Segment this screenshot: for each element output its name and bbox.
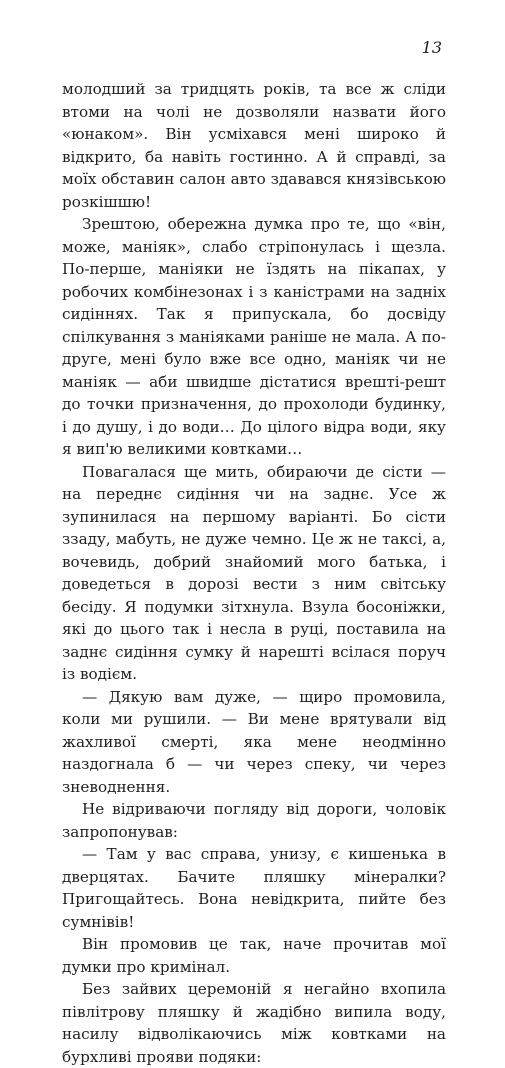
paragraph: Без зайвих церемоній я негайно вхопила півлітрову пляшку й жадібно випила воду, насилу відволікаючись між ковтками на бурхливі прояви подяки:: [62, 980, 446, 1066]
page-number: 13: [421, 38, 442, 57]
paragraph: молодший за тридцять років, та все ж сліди втоми на чолі не дозволяли назвати його «юнаком». Він усміхався мені широко й відкрито, ба навіть гостинно. А й справді, за моїх обставин салон авто здавався князівською розкішшю!: [62, 80, 446, 211]
paragraph: — Дякую вам дуже, — щиро промовила, коли ми рушили. — Ви мене врятували від жахливої смерті, яка мене неодмінно наздогнала б — чи через спеку, чи через зневоднення.: [62, 687, 446, 796]
paragraph: Зрештою, обережна думка про те, що «він, може, маніяк», слабо стріпонулась і щезла. По-перше, маніяки не їздять на пікапах, у робочих комбінезонах і з каністрами на задніх сидіннях. Так я припускала, бо досвіду спілкування з маніяками раніше не мала. А по-друге, мені було вже все одно, маніяк чи не маніяк — аби швидше дістатися врешті-решт до точки призначення, до прохолоди будинку, і до душу, і до води… До цілого відра води, яку я вип'ю великими ковтками…: [62, 215, 446, 458]
paragraph: Не відриваючи погляду від дороги, чоловік запропонував:: [62, 800, 446, 841]
paragraph: Він промовив це так, наче прочитав мої думки про кримінал.: [62, 935, 446, 976]
paragraph: — Там у вас справа, унизу, є кишенька в дверцятах. Бачите пляшку мінералки? Пригощайтесь. Вона невідкрита, пийте без сумнівів!: [62, 845, 446, 931]
body-text: [62, 78, 446, 1068]
paragraph: Повагалася ще мить, обираючи де сісти — на переднє сидіння чи на заднє. Усе ж зупинилася на першому варіанті. Бо сісти ззаду, мабуть, не дуже чемно. Це ж не таксі, а, вочевидь, добрий знайомий мого батька, і доведеться в дорозі вести з ним світську бесіду. Я подумки зітхнула. Взула босоніжки, які до цього так і несла в руці, поставила на заднє сидіння сумку й нарешті всілася поруч із водієм.: [62, 462, 446, 683]
